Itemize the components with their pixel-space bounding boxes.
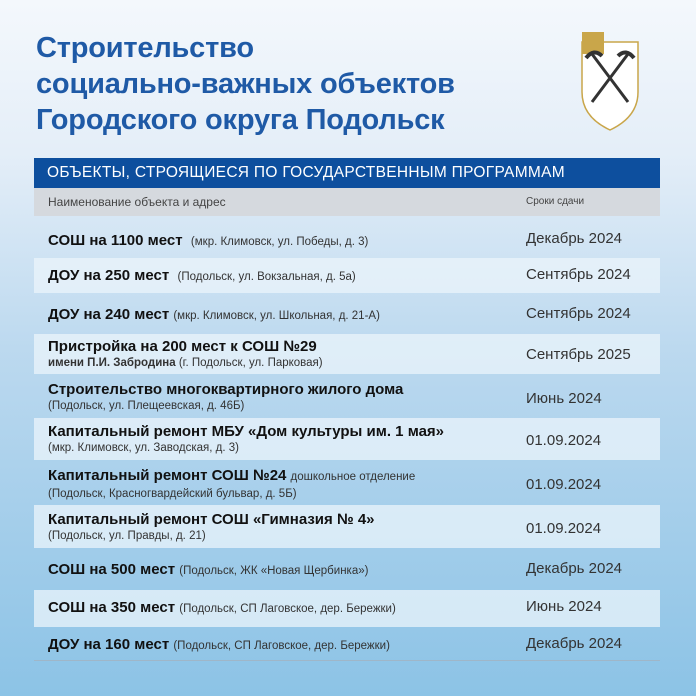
deadline: Июнь 2024 xyxy=(526,390,602,407)
table-row xyxy=(34,550,660,590)
object-name: СОШ на 1100 мест xyxy=(48,232,183,249)
deadline: 01.09.2024 xyxy=(526,476,602,493)
object-name-continued: имени П.И. Забродина xyxy=(48,357,176,369)
object-address: (Подольск, СП Лаговское, дер. Бережки) xyxy=(173,640,390,652)
table-row xyxy=(34,462,660,504)
column-date-header: Сроки сдачи xyxy=(526,196,585,207)
deadline: 01.09.2024 xyxy=(526,432,602,449)
object-address: (мкр. Климовск, ул. Победы, д. 3) xyxy=(190,236,369,248)
deadline: Сентябрь 2024 xyxy=(526,305,631,322)
object-address: (Подольск, ул. Правды, д. 21) xyxy=(48,530,206,542)
object-address: (мкр. Климовск, ул. Школьная, д. 21-А) xyxy=(173,310,380,322)
object-address: (Подольск, Красногвардейский бульвар, д. 5Б) xyxy=(48,488,297,500)
table-row xyxy=(34,376,660,418)
object-name: Капитальный ремонт СОШ «Гимназия № 4» xyxy=(48,511,375,528)
object-name: Капитальный ремонт МБУ «Дом культуры им. 1 мая» xyxy=(48,423,445,440)
table-row xyxy=(34,258,660,293)
table-row xyxy=(34,590,660,627)
object-address: (г. Подольск, ул. Парковая) xyxy=(178,357,323,369)
table-row xyxy=(34,334,660,374)
title-line: социально-важных объектов xyxy=(36,68,455,100)
table-row xyxy=(34,418,660,460)
table-row xyxy=(34,505,660,548)
deadline: Декабрь 2024 xyxy=(526,230,623,247)
object-name: Пристройка на 200 мест к СОШ №29 xyxy=(48,338,317,355)
object-address: (Подольск, ул. Вокзальная, д. 5а) xyxy=(177,271,356,283)
object-address: (Подольск, ул. Плещеевская, д. 46Б) xyxy=(48,400,245,412)
object-address: (Подольск, СП Лаговское, дер. Бережки) xyxy=(179,603,396,615)
deadline: Сентябрь 2024 xyxy=(526,266,631,283)
table-row xyxy=(34,220,660,258)
object-address: (мкр. Климовск, ул. Заводская, д. 3) xyxy=(48,442,239,454)
object-name: ДОУ на 240 мест xyxy=(48,306,170,323)
deadline: Сентябрь 2025 xyxy=(526,346,631,363)
object-address: (Подольск, ЖК «Новая Щербинка») xyxy=(179,565,369,577)
title-line: Городского округа Подольск xyxy=(36,104,445,136)
object-name: ДОУ на 160 мест xyxy=(48,636,170,653)
object-name: СОШ на 500 мест xyxy=(48,561,176,578)
deadline: 01.09.2024 xyxy=(526,520,602,537)
deadline: Декабрь 2024 xyxy=(526,560,623,577)
column-name-header: Наименование объекта и адрес xyxy=(48,195,226,209)
object-name: ДОУ на 250 мест xyxy=(48,267,170,284)
table-header xyxy=(34,188,660,216)
coat-of-arms-icon xyxy=(580,32,640,132)
object-name: Капитальный ремонт СОШ №24 xyxy=(48,467,287,484)
title-line: Строительство xyxy=(36,32,254,64)
object-name: Строительство многоквартирного жилого дома xyxy=(48,381,404,398)
object-name: СОШ на 350 мест xyxy=(48,599,176,616)
table-row xyxy=(34,295,660,333)
deadline: Июнь 2024 xyxy=(526,598,602,615)
object-note: дошкольное отделение xyxy=(290,471,416,483)
page-title xyxy=(36,30,455,138)
table-row xyxy=(34,628,660,660)
section-header: ОБЪЕКТЫ, СТРОЯЩИЕСЯ ПО ГОСУДАРСТВЕННЫМ ПРОГРАММАМ xyxy=(34,158,660,188)
deadline: Декабрь 2024 xyxy=(526,635,623,652)
table-bottom-divider xyxy=(34,660,660,661)
